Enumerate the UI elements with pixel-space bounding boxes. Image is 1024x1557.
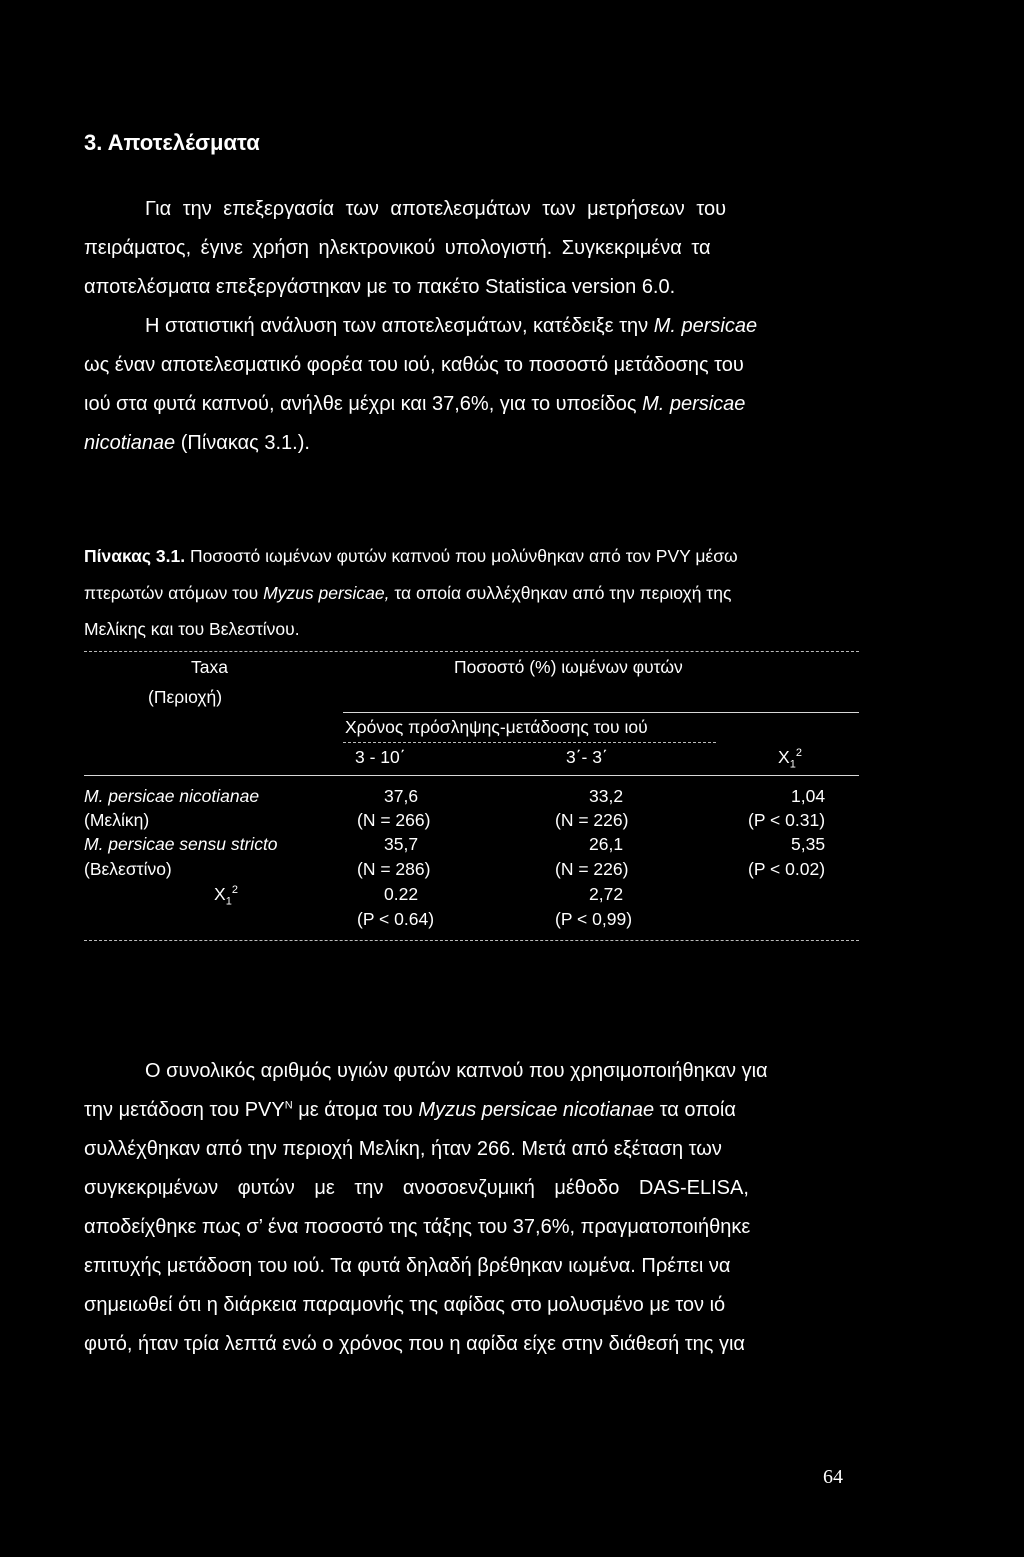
table-cell: (N = 266) <box>357 810 431 830</box>
table-caption-line2: πτερωτών ατόμων του Myzus persicae, τα οποία συλλέχθηκαν από την περιοχή της <box>84 583 732 603</box>
table-cell: 35,7 <box>384 834 419 854</box>
para3-line6: επιτυχής μετάδοση του ιού. Τα φυτά δηλαδή βρέθηκαν ιωμένα. Πρέπει να <box>84 1255 731 1277</box>
para1-line3: αποτελέσματα επεξεργάστηκαν με το πακέτο Statistica version 6.0. <box>84 276 676 298</box>
table-row-region: (Βελεστίνο) <box>84 859 172 879</box>
para3-line2: την μετάδοση του $PVY^N$ με άτομα του Myzus persicae nicotianae τα οποία <box>84 1099 736 1121</box>
para3-line1: Ο συνολικός αριθμός υγιών φυτών καπνού που χρησιμοποιήθηκαν για <box>145 1060 768 1082</box>
region-header: (Περιοχή) <box>148 687 223 707</box>
col-header-3-3: 3΄- 3΄ <box>566 747 608 767</box>
table-cell: 1,04 <box>791 786 826 806</box>
table-cell: 0.22 <box>384 884 419 904</box>
table-subheader-rule <box>343 712 859 713</box>
para2-line4: nicotianae (Πίνακας 3.1.). <box>84 432 310 454</box>
table-cell: 5,35 <box>791 834 826 854</box>
para2-line3: ιού στα φυτά καπνού, ανήλθε μέχρι και 37,6%, για το υποείδος M. persicae <box>84 393 746 415</box>
table-caption-line3: Μελίκης και του Βελεστίνου. <box>84 619 300 639</box>
col-header-3-10: 3 - 10΄ <box>355 747 406 767</box>
chi-square-row-label: $X_1^2$ <box>214 884 238 908</box>
para1-line2: πειράματος, έγινε χρήση ηλεκτρονικού υπολογιστή. Συγκεκριμένα τα <box>84 237 711 259</box>
percent-header: Ποσοστό (%) ιωμένων φυτών <box>454 657 683 677</box>
table-cell: (N = 226) <box>555 810 629 830</box>
time-header-underline <box>343 742 716 743</box>
page-number: 64 <box>823 1466 843 1488</box>
time-header: Χρόνος πρόσληψης-μετάδοσης του ιού <box>345 717 648 737</box>
para1-line1: Για την επεξεργασία των αποτελεσμάτων των μετρήσεων του <box>145 198 727 220</box>
table-cell: 37,6 <box>384 786 419 806</box>
table-cell: 33,2 <box>589 786 624 806</box>
table-cell: (N = 286) <box>357 859 431 879</box>
para3-line3: συλλέχθηκαν από την περιοχή Μελίκη, ήταν 266. Μετά από εξέταση των <box>84 1138 722 1160</box>
table-cell: (P < 0.64) <box>357 909 435 929</box>
table-cell: (P < 0,99) <box>555 909 633 929</box>
para2-line1: Η στατιστική ανάλυση των αποτελεσμάτων, κατέδειξε την M. persicae <box>145 315 758 337</box>
table-cell: (P < 0.02) <box>748 859 826 879</box>
table-row-region: (Μελίκη) <box>84 810 150 830</box>
table-row-taxon: M. persicae sensu stricto <box>84 834 278 854</box>
table-cell: (P < 0.31) <box>748 810 826 830</box>
taxa-header: Taxa <box>191 657 228 677</box>
table-header-rule <box>84 775 859 776</box>
para3-line4: συγκεκριμένων φυτών με την ανοσοενζυμική μέθοδο DAS-ELISA, <box>84 1177 749 1199</box>
table-row-taxon: M. persicae nicotianae <box>84 786 260 806</box>
table-cell: (N = 226) <box>555 859 629 879</box>
table-top-rule <box>84 651 859 652</box>
table-caption-line1: Πίνακας 3.1. Ποσοστό ιωμένων φυτών καπνού που μολύνθηκαν από τον PVY μέσω <box>84 546 738 566</box>
table-cell: 26,1 <box>589 834 624 854</box>
para3-line7: σημειωθεί ότι η διάρκεια παραμονής της αφίδας στο μολυσμένο με τον ιό <box>84 1294 726 1316</box>
para3-line8: φυτό, ήταν τρία λεπτά ενώ ο χρόνος που η αφίδα είχε στην διάθεσή της για <box>84 1333 745 1355</box>
col-header-chi-square: $X_1^2$ <box>778 747 802 771</box>
para2-line2: ως έναν αποτελεσματικό φορέα του ιού, καθώς το ποσοστό μετάδοσης του <box>84 354 744 376</box>
section-title: 3. Αποτελέσματα <box>84 130 260 155</box>
table-bottom-rule <box>84 940 859 941</box>
table-cell: 2,72 <box>589 884 624 904</box>
para3-line5: αποδείχθηκε πως σ’ ένα ποσοστό της τάξης του 37,6%, πραγματοποιήθηκε <box>84 1216 751 1238</box>
